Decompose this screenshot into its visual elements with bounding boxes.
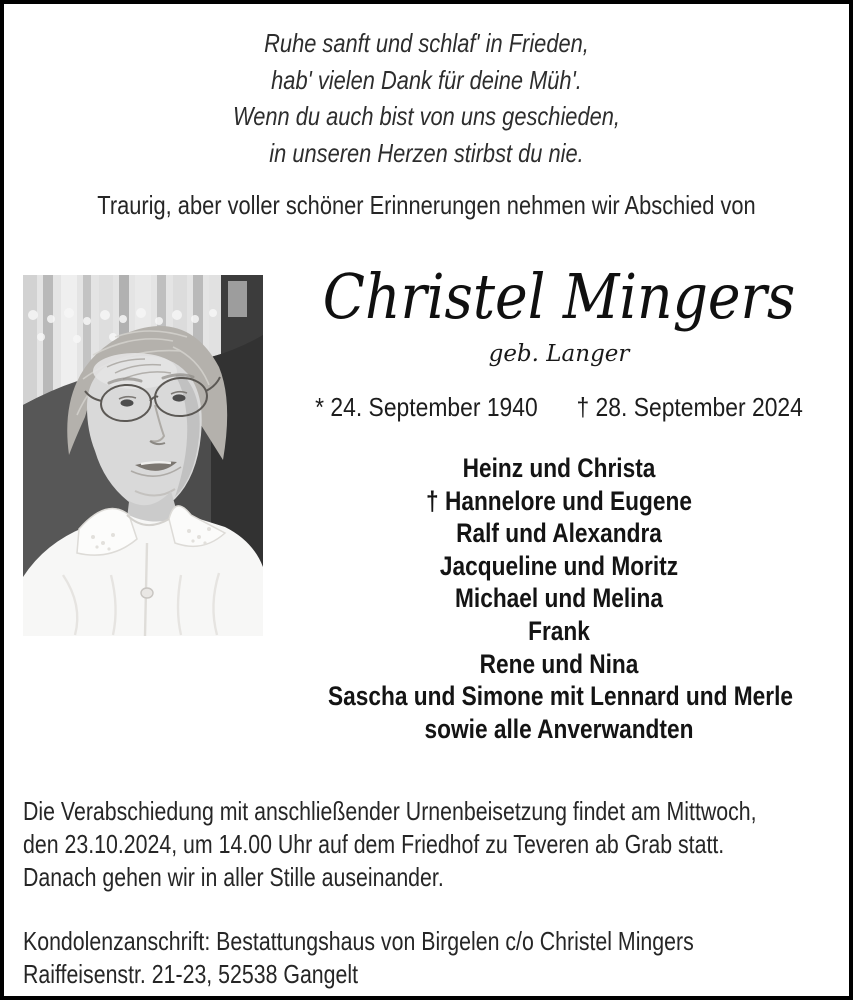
- deceased-block: [284, 262, 834, 745]
- maiden-name: geb. Langer: [488, 341, 630, 367]
- mourner-line: Frank: [528, 615, 590, 646]
- death-date: † 28. September 2024: [576, 392, 803, 422]
- mourner-line: Sascha und Simone mit Lennard und Merle: [328, 681, 794, 712]
- mourner-line: sowie alle Anverwandten: [424, 713, 694, 744]
- funeral-info-line: den 23.10.2024, um 14.00 Uhr auf dem Friedhof zu Teveren ab Grab statt.: [23, 828, 725, 859]
- mourner-line: Ralf und Alexandra: [456, 518, 662, 549]
- poem-line: in unseren Herzen stirbst du nie.: [269, 137, 584, 168]
- funeral-info-line: Danach gehen wir in aller Stille auseinander.: [23, 861, 444, 892]
- mourner-line: Rene und Nina: [479, 648, 639, 679]
- deceased-name: Christel Mingers: [322, 260, 796, 333]
- portrait-photo-graphic: [23, 275, 263, 636]
- mourner-line: Heinz und Christa: [462, 453, 656, 483]
- funeral-information: [23, 795, 853, 893]
- portrait-photo: [23, 275, 263, 636]
- birth-date: * 24. September 1940: [315, 392, 538, 422]
- mourners-list: [284, 452, 834, 745]
- condolence-line: Kondolenzanschrift: Bestattungshaus von Birgelen c/o Christel Mingers: [23, 926, 694, 956]
- funeral-info-line: Die Verabschiedung mit anschließender Urnenbeisetzung findet am Mittwoch,: [23, 796, 757, 826]
- condolence-address: [23, 925, 841, 991]
- poem-line: hab' vielen Dank für deine Müh'.: [271, 64, 582, 95]
- mourner-line: † Hannelore und Eugene: [426, 485, 692, 516]
- memorial-poem: [4, 25, 849, 171]
- mourner-line: Jacqueline und Moritz: [439, 550, 679, 581]
- farewell-intro-text: Traurig, aber voller schöner Erinnerungen nehmen wir Abschied von: [97, 190, 756, 220]
- poem-line: Ruhe sanft und schlaf' in Frieden,: [264, 28, 589, 58]
- poem-line: Wenn du auch bist von uns geschieden,: [233, 101, 620, 132]
- life-dates: [317, 392, 801, 422]
- condolence-line: Raiffeisenstr. 21-23, 52538 Gangelt: [23, 958, 359, 989]
- mourner-line: Michael und Melina: [455, 583, 663, 614]
